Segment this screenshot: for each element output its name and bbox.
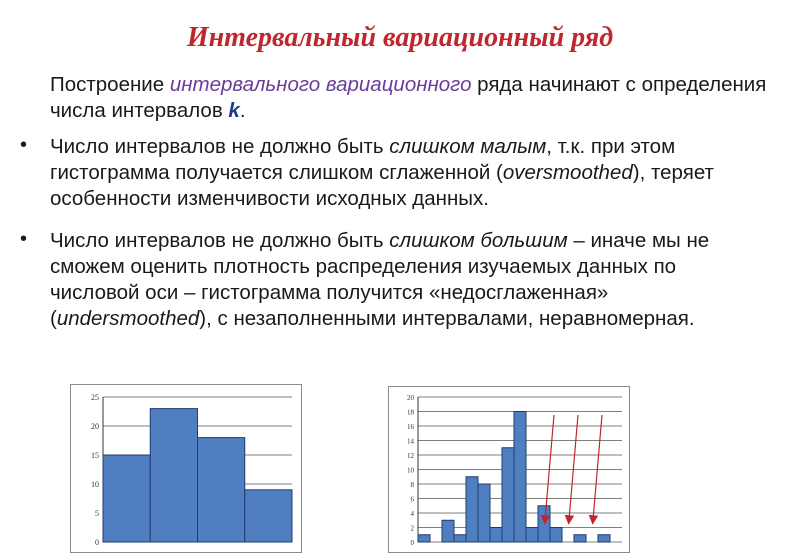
histogram-bar [502, 448, 514, 542]
histogram-bar [150, 409, 197, 542]
bullet2-text-2: – иначе мы не сможем оценить плотность распределения изучаемых данных по числовой оси – гистограмма получится «недосглаженная» ( [50, 229, 710, 330]
histogram-bar [514, 412, 526, 543]
bullet1-text-2: , т.к. при этом гистограмма получается слишком сглаженной ( [50, 135, 676, 184]
bullet2-text-1: Число интервалов не должно быть [50, 229, 390, 252]
histogram-bar [454, 535, 466, 542]
tick-label: 14 [407, 437, 414, 446]
bullet1-emphasis-2: oversmoothed [502, 161, 633, 184]
histogram-bar [442, 520, 454, 542]
bullet1-emphasis: слишком малым [389, 135, 547, 158]
tick-label: 8 [410, 481, 414, 489]
bullet-paragraph-2 [50, 228, 770, 332]
intro-text-3: . [239, 99, 246, 122]
histogram-bar [103, 455, 150, 542]
tick-label: 10 [407, 466, 414, 475]
histogram-bar [198, 438, 245, 542]
intro-text-2: ряда начинают с определения числа интервалов [50, 73, 767, 122]
histogram-bar [598, 535, 610, 542]
slide-title: Интервальный вариационный ряд [186, 22, 614, 53]
tick-label: 20 [407, 394, 414, 402]
intro-k: k [228, 99, 240, 122]
tick-label: 15 [91, 451, 99, 460]
tick-label: 0 [410, 539, 414, 547]
histogram-bar [538, 506, 550, 542]
tick-label: 18 [407, 408, 414, 417]
bullet-marker-1: • [20, 134, 28, 156]
bullet2-emphasis: слишком большим [389, 229, 568, 252]
histogram-bar [418, 535, 430, 542]
histogram-bar [574, 535, 586, 542]
histogram-bar [526, 528, 538, 543]
intro-text-1: Построение [50, 73, 170, 96]
intro-paragraph [50, 72, 770, 124]
tick-label: 0 [95, 538, 99, 547]
histogram-bar [478, 484, 490, 542]
histogram-bar [245, 490, 292, 542]
bullet-paragraph-1 [50, 134, 770, 212]
bullet-marker-2: • [20, 228, 28, 250]
tick-label: 2 [410, 524, 414, 533]
tick-label: 10 [91, 480, 99, 489]
tick-label: 20 [91, 422, 99, 431]
histogram-bar [466, 477, 478, 542]
intro-highlight: интервального вариационного [169, 73, 472, 96]
tick-label: 5 [95, 509, 99, 518]
tick-label: 12 [407, 452, 414, 460]
tick-label: 25 [91, 393, 99, 402]
histogram-undersmoothed [388, 386, 630, 553]
bullet2-emphasis-2: undersmoothed [56, 307, 200, 330]
tick-label: 16 [407, 423, 414, 431]
tick-label: 4 [410, 510, 414, 518]
bullet1-text-1: Число интервалов не должно быть [50, 135, 390, 158]
tick-label: 6 [410, 495, 414, 504]
histogram-bar [490, 528, 502, 543]
histogram-bar [550, 528, 562, 543]
bullet2-text-3: ), с незаполненными интервалами, неравномерная. [199, 307, 695, 330]
bullet1-text-3: ), теряет особенности изменчивости исходных данных. [50, 161, 714, 210]
histogram-oversmoothed [70, 384, 302, 553]
